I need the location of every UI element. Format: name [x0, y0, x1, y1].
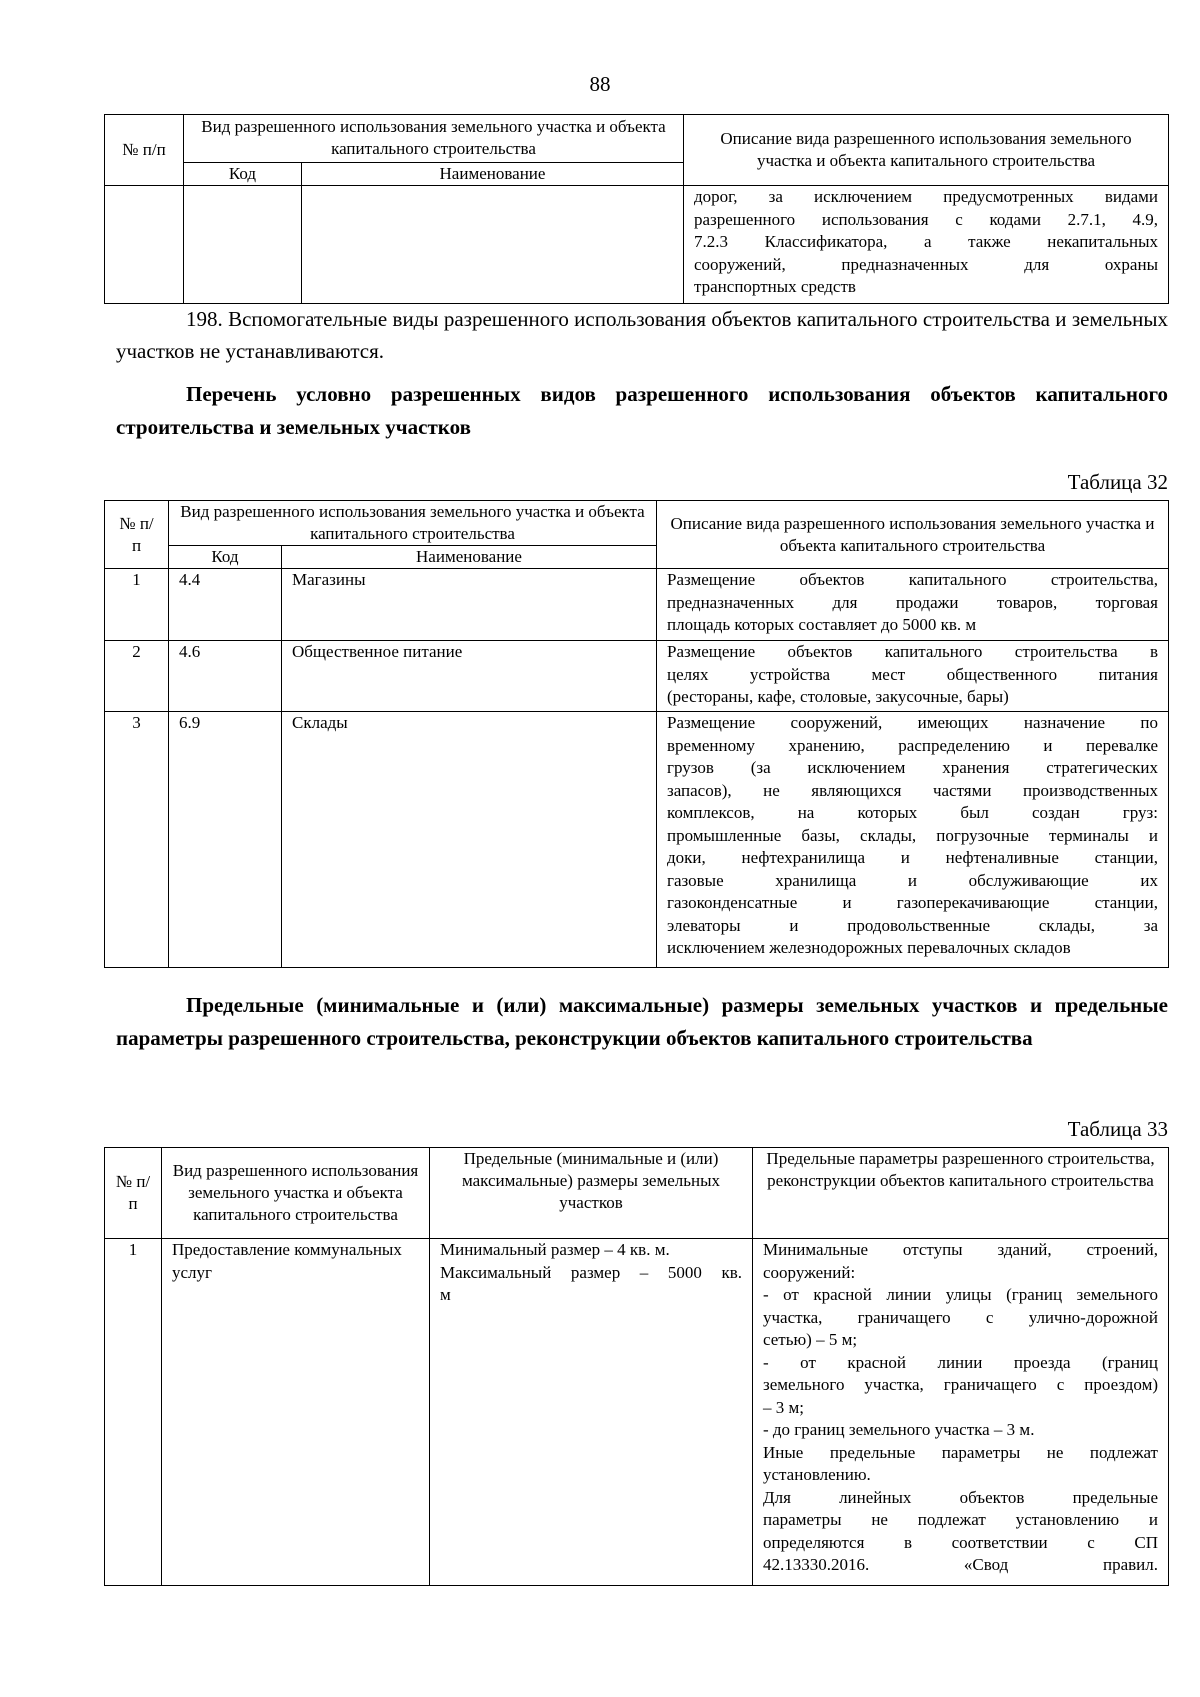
- text-line: целях устройства мест общественного питания: [667, 664, 1158, 684]
- text-line: сооружений:: [763, 1262, 856, 1282]
- header-description: Описание вида разрешенного использования земельного участка и объекта капитального строительства: [684, 115, 1169, 186]
- text-line: дорог, за исключением предусмотренных видами: [694, 187, 1158, 207]
- text-line: Минимальные отступы зданий, строений,: [763, 1240, 1158, 1259]
- text-line: газоконденсатные и газоперекачивающие станции,: [667, 893, 1158, 912]
- text-line: предназначенных для продажи товаров, торговая: [667, 592, 1158, 612]
- table-33-caption: Таблица 33: [1067, 1117, 1168, 1141]
- text-line: - до границ земельного участка – 3 м.: [763, 1420, 1035, 1439]
- heading-limits: Предельные (минимальные и (или) максимальные) размеры земельных участков и предельные параметры разрешенного строительства, реконструкции объектов капитального строительства: [116, 993, 1168, 1050]
- text-line: разрешенного использования с кодами 2.7.1, 4.9,: [694, 209, 1158, 229]
- text-line: Размещение объектов капитального строительства в: [667, 642, 1158, 661]
- header-num: № п/п: [105, 115, 184, 186]
- table-row: [105, 712, 1169, 968]
- paragraph-198: 198. Вспомогательные виды разрешенного использования объектов капитального строительства и земельных участков не устанавливаются.: [116, 307, 1168, 363]
- row-num: 2: [105, 641, 169, 712]
- text-line: участка, граничащего с улично-дорожной: [763, 1307, 1158, 1327]
- text-line: площадь которых составляет до 5000 кв. м: [667, 615, 977, 634]
- header-name: Наименование: [282, 546, 657, 569]
- page-number: 88: [589, 72, 611, 96]
- header-name: Наименование: [302, 162, 684, 186]
- text-line: газовые хранилища и обслуживающие их: [667, 870, 1158, 890]
- table-cell: [105, 186, 184, 304]
- heading-conditional-uses: Перечень условно разрешенных видов разрешенного использования объектов капитального строительства и земельных участков: [116, 382, 1168, 439]
- table-33: [104, 1147, 1169, 1586]
- text-line: - от красной линии улицы (границ земельного: [763, 1285, 1158, 1304]
- row-land-sizes: [430, 1239, 753, 1586]
- table-32-caption: Таблица 32: [1067, 470, 1168, 494]
- text-line: Минимальный размер – 4 кв. м.: [440, 1240, 670, 1259]
- text-line: параметры не подлежат установлению и: [763, 1510, 1158, 1529]
- row-description: [657, 641, 1169, 712]
- text-line: (рестораны, кафе, столовые, закусочные, бары): [667, 687, 1009, 706]
- row-num: 1: [105, 569, 169, 641]
- row-name: Общественное питание: [282, 641, 657, 712]
- header-code: Код: [184, 162, 302, 186]
- table-32: [104, 500, 1169, 968]
- table-row: [105, 569, 1169, 641]
- text-line: установлению.: [763, 1465, 871, 1484]
- text-line: Размещение сооружений, имеющих назначение по: [667, 713, 1158, 732]
- text-line: сетью) – 5 м;: [763, 1330, 858, 1349]
- row-num: 1: [105, 1239, 162, 1586]
- text-line: временному хранению, распределению и перевалке: [667, 735, 1158, 755]
- text-line: Максимальный размер – 5000 кв.: [440, 1262, 742, 1282]
- row-use-type: Предоставление коммунальных услуг: [162, 1239, 430, 1586]
- text-line: – 3 м;: [763, 1397, 804, 1417]
- header-params: Предельные параметры разрешенного строительства, реконструкции объектов капитального строительства: [753, 1148, 1169, 1239]
- table-row: [105, 641, 1169, 712]
- row-code: 6.9: [169, 712, 282, 968]
- text-line: определяются в соответствии с СП: [763, 1532, 1158, 1552]
- header-code: Код: [169, 546, 282, 569]
- row-params: [753, 1239, 1169, 1586]
- text-line: запасов), не являющихся частями производственных: [667, 780, 1158, 800]
- header-num: № п/п: [105, 1148, 162, 1239]
- text-line: грузов (за исключением хранения стратегических: [667, 758, 1158, 777]
- text-line: Иные предельные параметры не подлежат: [763, 1442, 1158, 1462]
- text-line: 7.2.3 Классификатора, а также некапитальных: [694, 232, 1158, 252]
- text-line: 42.13330.2016. «Свод правил.: [763, 1555, 1158, 1574]
- text-line: сооружений, предназначенных для охраны: [694, 254, 1158, 274]
- text-line: м: [440, 1285, 451, 1304]
- text-line: элеваторы и продовольственные склады, за: [667, 915, 1158, 935]
- continuation-table: [104, 114, 1169, 304]
- header-num: № п/п: [105, 501, 169, 569]
- row-num: 3: [105, 712, 169, 968]
- row-name: Склады: [282, 712, 657, 968]
- header-description: Описание вида разрешенного использования земельного участка и объекта капитального строительства: [657, 501, 1169, 569]
- header-land-sizes: Предельные (минимальные и (или) максимальные) размеры земельных участков: [430, 1148, 753, 1239]
- row-code: 4.4: [169, 569, 282, 641]
- header-use-group: Вид разрешенного использования земельного участка и объекта капитального строительства: [184, 115, 684, 163]
- text-line: транспортных средств: [694, 277, 856, 297]
- text-line: Размещение объектов капитального строительства,: [667, 570, 1158, 589]
- text-line: доки, нефтехранилища и нефтеналивные станции,: [667, 848, 1158, 867]
- text-line: комплексов, на которых был создан груз:: [667, 803, 1158, 822]
- text-line: промышленные базы, склады, погрузочные терминалы и: [667, 825, 1158, 845]
- row-code: 4.6: [169, 641, 282, 712]
- header-use-type: Вид разрешенного использования земельного участка и объекта капитального строительства: [162, 1148, 430, 1239]
- text-line: Для линейных объектов предельные: [763, 1487, 1158, 1507]
- description-cell: [684, 186, 1169, 304]
- table-row: [105, 1239, 1169, 1586]
- row-name: Магазины: [282, 569, 657, 641]
- table-cell: [302, 186, 684, 304]
- text-line: земельного участка, граничащего с проездом): [763, 1375, 1158, 1394]
- text-line: исключением железнодорожных перевалочных складов: [667, 938, 1071, 957]
- row-description: [657, 569, 1169, 641]
- table-cell: [184, 186, 302, 304]
- header-use-group: Вид разрешенного использования земельного участка и объекта капитального строительства: [169, 501, 657, 546]
- row-description: [657, 712, 1169, 968]
- text-line: - от красной линии проезда (границ: [763, 1352, 1158, 1372]
